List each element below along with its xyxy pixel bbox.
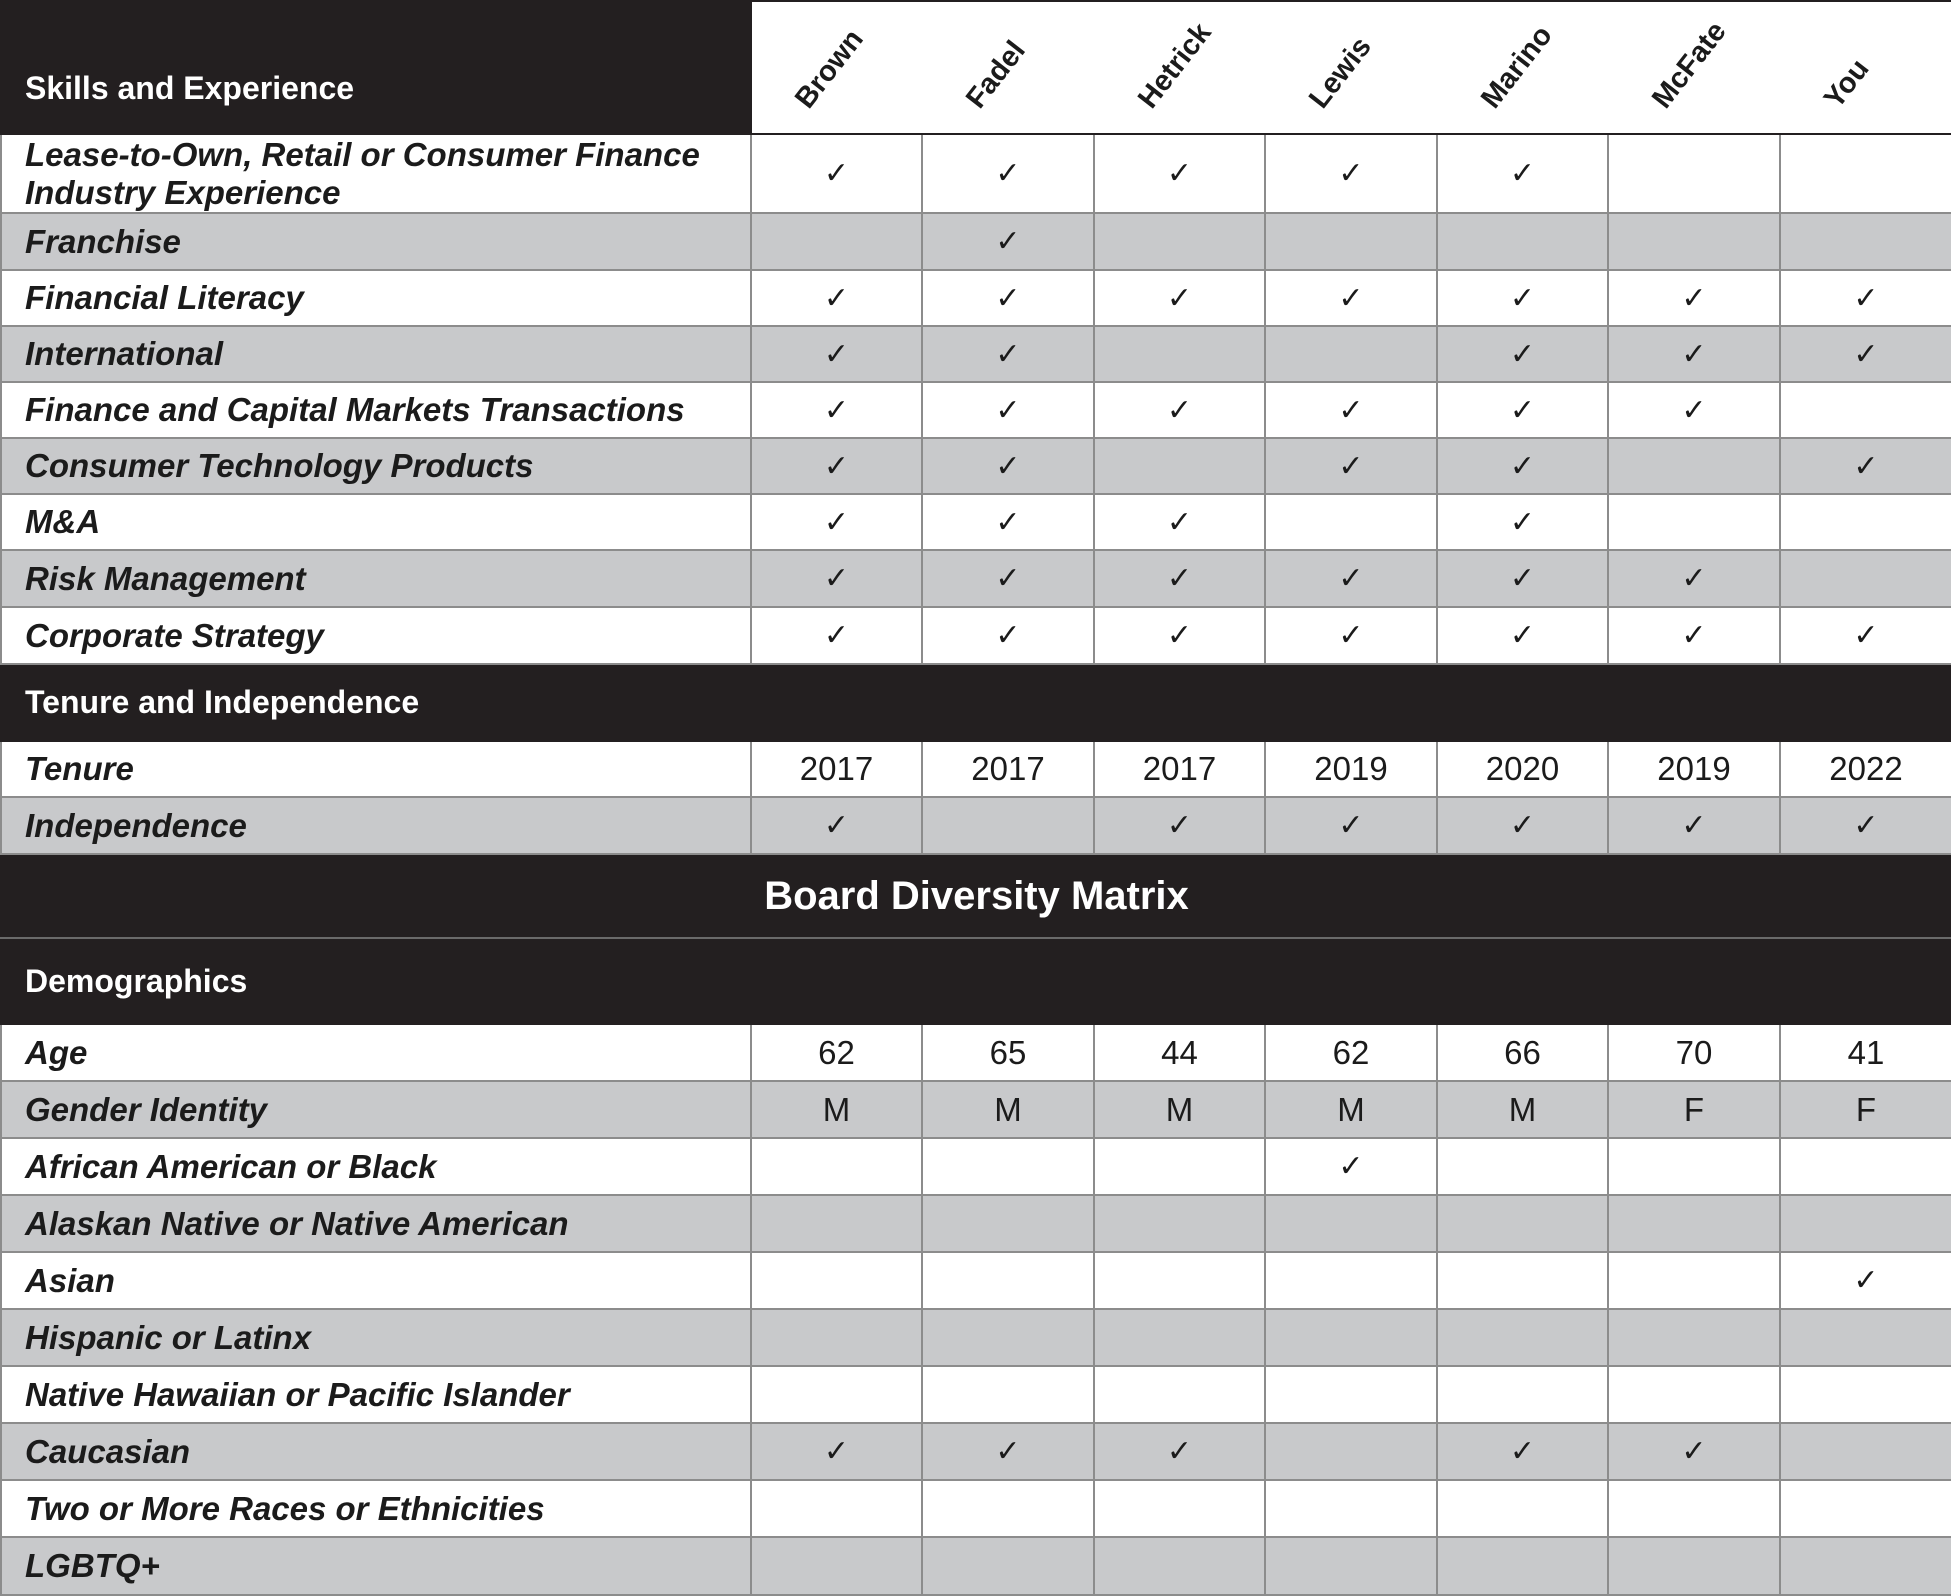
check-mark-icon: ✓	[751, 607, 922, 664]
header-row	[1, 1, 1951, 134]
value-cell	[1094, 1138, 1265, 1195]
check-mark-icon: ✓	[922, 270, 1094, 326]
row-label: Finance and Capital Markets Transactions	[1, 382, 751, 438]
value-cell: 62	[1265, 1024, 1437, 1081]
row-native-hawaiian-or-pacific-islander	[1, 1366, 1951, 1423]
row-label: Financial Literacy	[1, 270, 751, 326]
value-cell	[1265, 1423, 1437, 1480]
value-cell: 62	[751, 1024, 922, 1081]
value-cell	[1780, 550, 1951, 607]
value-cell	[1265, 494, 1437, 550]
check-mark-icon: ✓	[1608, 382, 1780, 438]
value-cell	[1265, 1366, 1437, 1423]
row-label: Asian	[1, 1252, 751, 1309]
diversity-title-row	[1, 854, 1951, 938]
row-label: Hispanic or Latinx	[1, 1309, 751, 1366]
director-name: Lewis	[1302, 31, 1378, 115]
value-cell	[1780, 1195, 1951, 1252]
row-tenure	[1, 741, 1951, 797]
check-mark-icon: ✓	[1437, 494, 1608, 550]
check-mark-icon: ✓	[751, 326, 922, 382]
value-cell: F	[1608, 1081, 1780, 1138]
value-cell	[1094, 1252, 1265, 1309]
check-mark-icon: ✓	[751, 494, 922, 550]
check-mark-icon: ✓	[1437, 134, 1608, 213]
check-mark-icon: ✓	[1437, 550, 1608, 607]
check-mark-icon: ✓	[1094, 382, 1265, 438]
check-mark-icon: ✓	[1608, 1423, 1780, 1480]
row-two-or-more-races-or-ethnicities	[1, 1480, 1951, 1537]
value-cell	[1608, 438, 1780, 494]
value-cell	[922, 1537, 1094, 1595]
value-cell	[922, 1480, 1094, 1537]
check-mark-icon: ✓	[1437, 797, 1608, 854]
value-cell	[1437, 1138, 1608, 1195]
row-gender-identity	[1, 1081, 1951, 1138]
value-cell: F	[1780, 1081, 1951, 1138]
check-mark-icon: ✓	[1608, 326, 1780, 382]
check-mark-icon: ✓	[1094, 1423, 1265, 1480]
row-age	[1, 1024, 1951, 1081]
row-consumer-technology-products	[1, 438, 1951, 494]
value-cell	[1780, 1480, 1951, 1537]
check-mark-icon: ✓	[1437, 607, 1608, 664]
row-label: Lease-to-Own, Retail or Consumer Finance Industry Experience	[1, 134, 751, 213]
value-cell	[1780, 1366, 1951, 1423]
director-header-you	[1780, 1, 1951, 134]
row-lgbtq	[1, 1537, 1951, 1595]
row-label: Independence	[1, 797, 751, 854]
row-label: Risk Management	[1, 550, 751, 607]
value-cell	[1608, 134, 1780, 213]
value-cell	[1608, 1366, 1780, 1423]
value-cell: 44	[1094, 1024, 1265, 1081]
value-cell: 65	[922, 1024, 1094, 1081]
value-cell: 2020	[1437, 741, 1608, 797]
value-cell	[751, 1195, 922, 1252]
value-cell: 2019	[1608, 741, 1780, 797]
check-mark-icon: ✓	[922, 134, 1094, 213]
check-mark-icon: ✓	[751, 1423, 922, 1480]
value-cell	[1780, 494, 1951, 550]
check-mark-icon: ✓	[1094, 270, 1265, 326]
value-cell	[1780, 1423, 1951, 1480]
skills-header: Skills and Experience	[1, 1, 751, 134]
check-mark-icon: ✓	[1780, 326, 1951, 382]
value-cell	[1608, 213, 1780, 270]
director-name: Marino	[1474, 19, 1559, 115]
check-mark-icon: ✓	[922, 213, 1094, 270]
value-cell	[1608, 494, 1780, 550]
value-cell	[1437, 1252, 1608, 1309]
value-cell: M	[1437, 1081, 1608, 1138]
row-hispanic-or-latinx	[1, 1309, 1951, 1366]
value-cell	[922, 1252, 1094, 1309]
row-corporate-strategy	[1, 607, 1951, 664]
check-mark-icon: ✓	[1265, 134, 1437, 213]
value-cell: 2017	[1094, 741, 1265, 797]
value-cell	[1265, 1252, 1437, 1309]
value-cell	[922, 1309, 1094, 1366]
check-mark-icon: ✓	[1437, 438, 1608, 494]
value-cell	[1608, 1480, 1780, 1537]
value-cell: 70	[1608, 1024, 1780, 1081]
check-mark-icon: ✓	[922, 326, 1094, 382]
check-mark-icon: ✓	[1437, 326, 1608, 382]
value-cell: M	[922, 1081, 1094, 1138]
row-label: Consumer Technology Products	[1, 438, 751, 494]
director-header-lewis	[1265, 1, 1437, 134]
check-mark-icon: ✓	[1265, 438, 1437, 494]
check-mark-icon: ✓	[922, 494, 1094, 550]
row-m-a	[1, 494, 1951, 550]
value-cell	[1094, 1366, 1265, 1423]
check-mark-icon: ✓	[1094, 550, 1265, 607]
row-independence	[1, 797, 1951, 854]
row-caucasian	[1, 1423, 1951, 1480]
value-cell	[922, 797, 1094, 854]
value-cell	[922, 1195, 1094, 1252]
value-cell: 2022	[1780, 741, 1951, 797]
check-mark-icon: ✓	[922, 1423, 1094, 1480]
value-cell	[1437, 1366, 1608, 1423]
value-cell: 2017	[751, 741, 922, 797]
demographics-header: Demographics	[1, 938, 1951, 1024]
check-mark-icon: ✓	[922, 607, 1094, 664]
value-cell	[751, 213, 922, 270]
check-mark-icon: ✓	[1780, 438, 1951, 494]
value-cell	[1780, 213, 1951, 270]
value-cell: 2019	[1265, 741, 1437, 797]
row-franchise	[1, 213, 1951, 270]
value-cell	[1094, 1195, 1265, 1252]
value-cell	[922, 1366, 1094, 1423]
value-cell	[1608, 1195, 1780, 1252]
row-label: Age	[1, 1024, 751, 1081]
value-cell	[1780, 1138, 1951, 1195]
value-cell	[1780, 382, 1951, 438]
value-cell	[1265, 1309, 1437, 1366]
check-mark-icon: ✓	[1780, 797, 1951, 854]
value-cell	[751, 1252, 922, 1309]
value-cell	[1608, 1252, 1780, 1309]
row-label: Tenure	[1, 741, 751, 797]
value-cell	[1608, 1309, 1780, 1366]
row-african-american-or-black	[1, 1138, 1951, 1195]
value-cell	[1265, 1537, 1437, 1595]
check-mark-icon: ✓	[1094, 797, 1265, 854]
value-cell: 41	[1780, 1024, 1951, 1081]
director-name: You	[1817, 53, 1876, 115]
row-lease-to-own-retail-or-consumer-finance-industry-experience	[1, 134, 1951, 213]
diversity-title: Board Diversity Matrix	[1, 854, 1951, 938]
value-cell	[1437, 1309, 1608, 1366]
value-cell	[1437, 1195, 1608, 1252]
check-mark-icon: ✓	[1094, 134, 1265, 213]
value-cell	[1608, 1537, 1780, 1595]
value-cell	[1780, 1309, 1951, 1366]
row-alaskan-native-or-native-american	[1, 1195, 1951, 1252]
check-mark-icon: ✓	[1780, 1252, 1951, 1309]
check-mark-icon: ✓	[1437, 382, 1608, 438]
check-mark-icon: ✓	[1780, 270, 1951, 326]
value-cell	[1437, 1537, 1608, 1595]
row-label: M&A	[1, 494, 751, 550]
check-mark-icon: ✓	[751, 550, 922, 607]
check-mark-icon: ✓	[1094, 494, 1265, 550]
row-asian	[1, 1252, 1951, 1309]
check-mark-icon: ✓	[751, 797, 922, 854]
row-label: Native Hawaiian or Pacific Islander	[1, 1366, 751, 1423]
director-name: Hetrick	[1131, 17, 1218, 115]
row-label: Corporate Strategy	[1, 607, 751, 664]
value-cell	[1608, 1138, 1780, 1195]
check-mark-icon: ✓	[1608, 607, 1780, 664]
row-label: Franchise	[1, 213, 751, 270]
row-label: LGBTQ+	[1, 1537, 751, 1595]
value-cell	[1094, 438, 1265, 494]
row-label: Caucasian	[1, 1423, 751, 1480]
value-cell: 2017	[922, 741, 1094, 797]
row-label: International	[1, 326, 751, 382]
value-cell	[1780, 1537, 1951, 1595]
director-name: McFate	[1645, 15, 1733, 115]
value-cell	[1094, 213, 1265, 270]
value-cell: 66	[1437, 1024, 1608, 1081]
value-cell	[1437, 213, 1608, 270]
check-mark-icon: ✓	[922, 438, 1094, 494]
director-name: Brown	[788, 23, 870, 115]
check-mark-icon: ✓	[1437, 1423, 1608, 1480]
row-label: African American or Black	[1, 1138, 751, 1195]
value-cell	[1094, 326, 1265, 382]
check-mark-icon: ✓	[1265, 382, 1437, 438]
check-mark-icon: ✓	[1608, 550, 1780, 607]
value-cell	[751, 1537, 922, 1595]
check-mark-icon: ✓	[751, 270, 922, 326]
tenure-header: Tenure and Independence	[1, 664, 1951, 741]
value-cell	[1265, 326, 1437, 382]
value-cell	[1094, 1309, 1265, 1366]
value-cell: M	[751, 1081, 922, 1138]
check-mark-icon: ✓	[1265, 797, 1437, 854]
check-mark-icon: ✓	[1265, 607, 1437, 664]
check-mark-icon: ✓	[922, 550, 1094, 607]
row-label: Gender Identity	[1, 1081, 751, 1138]
check-mark-icon: ✓	[1265, 270, 1437, 326]
row-international	[1, 326, 1951, 382]
row-finance-and-capital-markets-transactions	[1, 382, 1951, 438]
tenure-header-row	[1, 664, 1951, 741]
check-mark-icon: ✓	[751, 382, 922, 438]
value-cell	[751, 1366, 922, 1423]
check-mark-icon: ✓	[1608, 270, 1780, 326]
value-cell	[1437, 1480, 1608, 1537]
director-header-brown	[751, 1, 922, 134]
check-mark-icon: ✓	[1265, 550, 1437, 607]
check-mark-icon: ✓	[1265, 1138, 1437, 1195]
value-cell	[751, 1138, 922, 1195]
value-cell	[1780, 134, 1951, 213]
check-mark-icon: ✓	[751, 134, 922, 213]
value-cell	[751, 1309, 922, 1366]
director-name: Fadel	[959, 34, 1032, 115]
value-cell	[1094, 1537, 1265, 1595]
check-mark-icon: ✓	[1094, 607, 1265, 664]
check-mark-icon: ✓	[1780, 607, 1951, 664]
value-cell: M	[1094, 1081, 1265, 1138]
row-label: Two or More Races or Ethnicities	[1, 1480, 751, 1537]
value-cell	[1265, 1195, 1437, 1252]
demographics-header-row	[1, 938, 1951, 1024]
check-mark-icon: ✓	[1437, 270, 1608, 326]
value-cell	[922, 1138, 1094, 1195]
value-cell	[1094, 1480, 1265, 1537]
row-risk-management	[1, 550, 1951, 607]
check-mark-icon: ✓	[1608, 797, 1780, 854]
value-cell	[751, 1480, 922, 1537]
value-cell: M	[1265, 1081, 1437, 1138]
row-label: Alaskan Native or Native American	[1, 1195, 751, 1252]
director-header-mcfate	[1608, 1, 1780, 134]
director-header-fadel	[922, 1, 1094, 134]
director-header-hetrick	[1094, 1, 1265, 134]
director-header-marino	[1437, 1, 1608, 134]
check-mark-icon: ✓	[922, 382, 1094, 438]
check-mark-icon: ✓	[751, 438, 922, 494]
value-cell	[1265, 213, 1437, 270]
value-cell	[1265, 1480, 1437, 1537]
row-financial-literacy	[1, 270, 1951, 326]
